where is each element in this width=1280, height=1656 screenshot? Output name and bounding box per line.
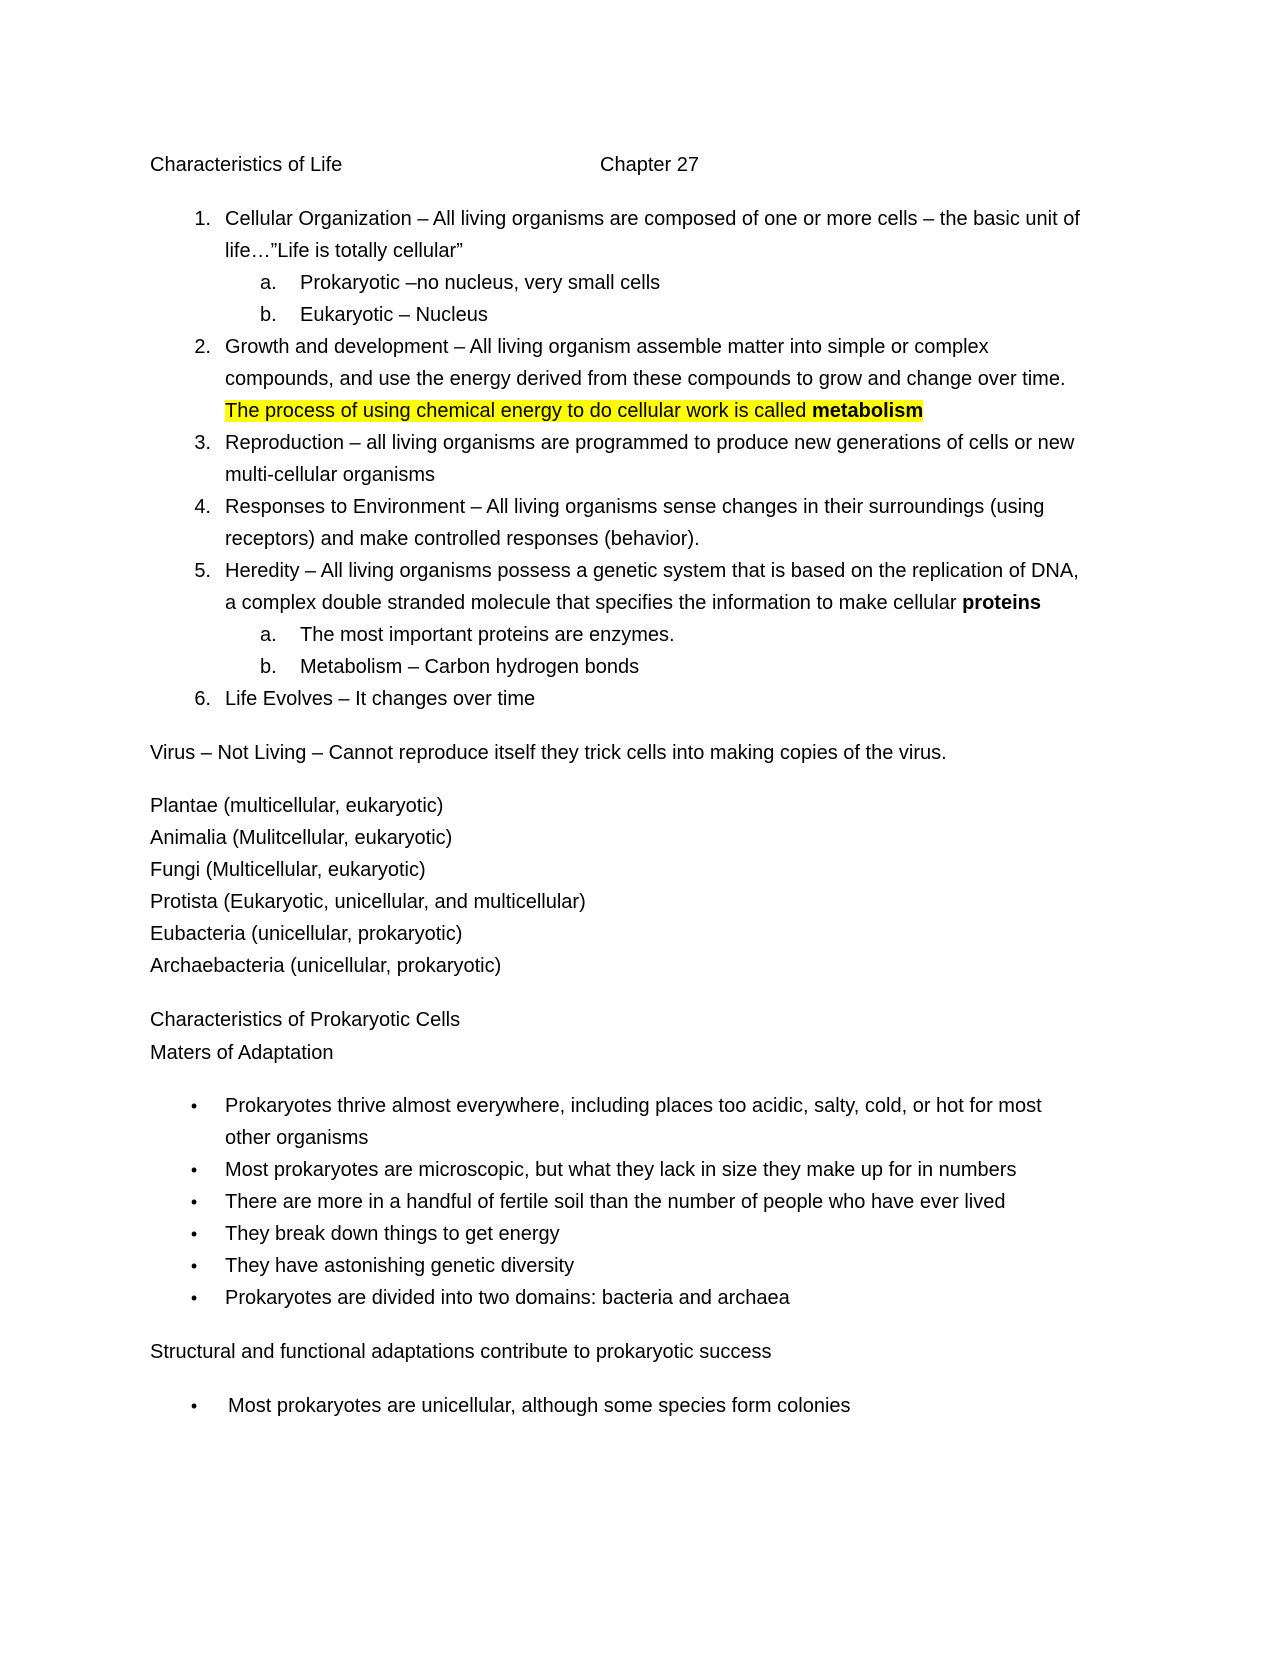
list-item-text: life…”Life is totally cellular” [225, 240, 463, 262]
section-subheading: Maters of Adaptation [150, 1042, 334, 1064]
bullet-item-text: other organisms [225, 1127, 369, 1149]
bullet-item-text: Prokaryotes thrive almost everywhere, including places too acidic, salty, cold, or hot for most [225, 1095, 1042, 1117]
bullet-item-text: Most prokaryotes are unicellular, although some species form colonies [228, 1395, 851, 1417]
list-item-text: Growth and development – All living organism assemble matter into simple or complex [225, 336, 989, 358]
list-item-text: compounds, and use the energy derived from these compounds to grow and change over time. [225, 368, 1066, 390]
list-item-text: Heredity – All living organisms possess a genetic system that is based on the replication of DNA, [225, 560, 1079, 582]
bullet-item-text: Most prokaryotes are microscopic, but what they lack in size they make up for in numbers [225, 1159, 1017, 1181]
list-number: 3. [194, 432, 211, 454]
sublist-label: b. [260, 304, 277, 326]
kingdom-line: Fungi (Multicellular, eukaryotic) [150, 859, 426, 881]
bullet-item-text: They have astonishing genetic diversity [225, 1255, 575, 1277]
kingdom-line: Eubacteria (unicellular, prokaryotic) [150, 923, 463, 945]
list-item-text: a complex double stranded molecule that specifies the information to make cellular proteins [225, 592, 1041, 614]
section-heading: Characteristics of Prokaryotic Cells [150, 1009, 461, 1031]
sublist-item-text: Prokaryotic –no nucleus, very small cells [300, 272, 661, 294]
list-item-text: Reproduction – all living organisms are programmed to produce new generations of cells or new [225, 432, 1075, 454]
bullet-item-text: Prokaryotes are divided into two domains: bacteria and archaea [225, 1287, 790, 1309]
list-item-text: Responses to Environment – All living organisms sense changes in their surroundings (using [225, 496, 1045, 518]
list-item-text: multi-cellular organisms [225, 464, 436, 486]
bullet-item-text: There are more in a handful of fertile soil than the number of people who have ever lived [225, 1191, 1006, 1213]
sublist-label: a. [260, 624, 277, 646]
highlight-bold-term: metabolism [811, 400, 924, 422]
virus-paragraph: Virus – Not Living – Cannot reproduce itself they trick cells into making copies of the virus. [150, 742, 947, 764]
bullet-icon: • [190, 1096, 198, 1116]
list-item-text: Cellular Organization – All living organisms are composed of one or more cells – the basic unit of [225, 208, 1080, 230]
section-heading: Structural and functional adaptations contribute to prokaryotic success [150, 1341, 772, 1363]
highlight-text: The process of using chemical energy to do cellular work is called [225, 400, 812, 422]
list-number: 2. [194, 336, 211, 358]
list-item-text: receptors) and make controlled responses (behavior). [225, 528, 700, 550]
bold-term: proteins [962, 592, 1041, 614]
kingdom-line: Protista (Eukaryotic, unicellular, and multicellular) [150, 891, 586, 913]
document-title: Characteristics of Life [150, 154, 343, 176]
bullet-item-text: They break down things to get energy [225, 1223, 560, 1245]
sublist-label: a. [260, 272, 277, 294]
kingdom-line: Plantae (multicellular, eukaryotic) [150, 795, 444, 817]
list-number: 5. [194, 560, 211, 582]
list-item-text: Life Evolves – It changes over time [225, 688, 536, 710]
sublist-label: b. [260, 656, 277, 678]
bullet-icon: • [190, 1288, 198, 1308]
list-number: 4. [194, 496, 211, 518]
bullet-icon: • [190, 1160, 198, 1180]
list-number: 6. [194, 688, 211, 710]
chapter-label: Chapter 27 [600, 154, 699, 176]
highlighted-sentence [225, 399, 923, 423]
kingdom-line: Animalia (Mulitcellular, eukaryotic) [150, 827, 453, 849]
list-number: 1. [194, 208, 211, 230]
sublist-item-text: The most important proteins are enzymes. [300, 624, 675, 646]
bullet-icon: • [190, 1224, 198, 1244]
bullet-icon: • [190, 1256, 198, 1276]
sublist-item-text: Metabolism – Carbon hydrogen bonds [300, 656, 640, 678]
sublist-item-text: Eukaryotic – Nucleus [300, 304, 488, 326]
kingdom-line: Archaebacteria (unicellular, prokaryotic) [150, 955, 502, 977]
bullet-icon: • [190, 1192, 198, 1212]
bullet-icon: • [190, 1396, 198, 1416]
